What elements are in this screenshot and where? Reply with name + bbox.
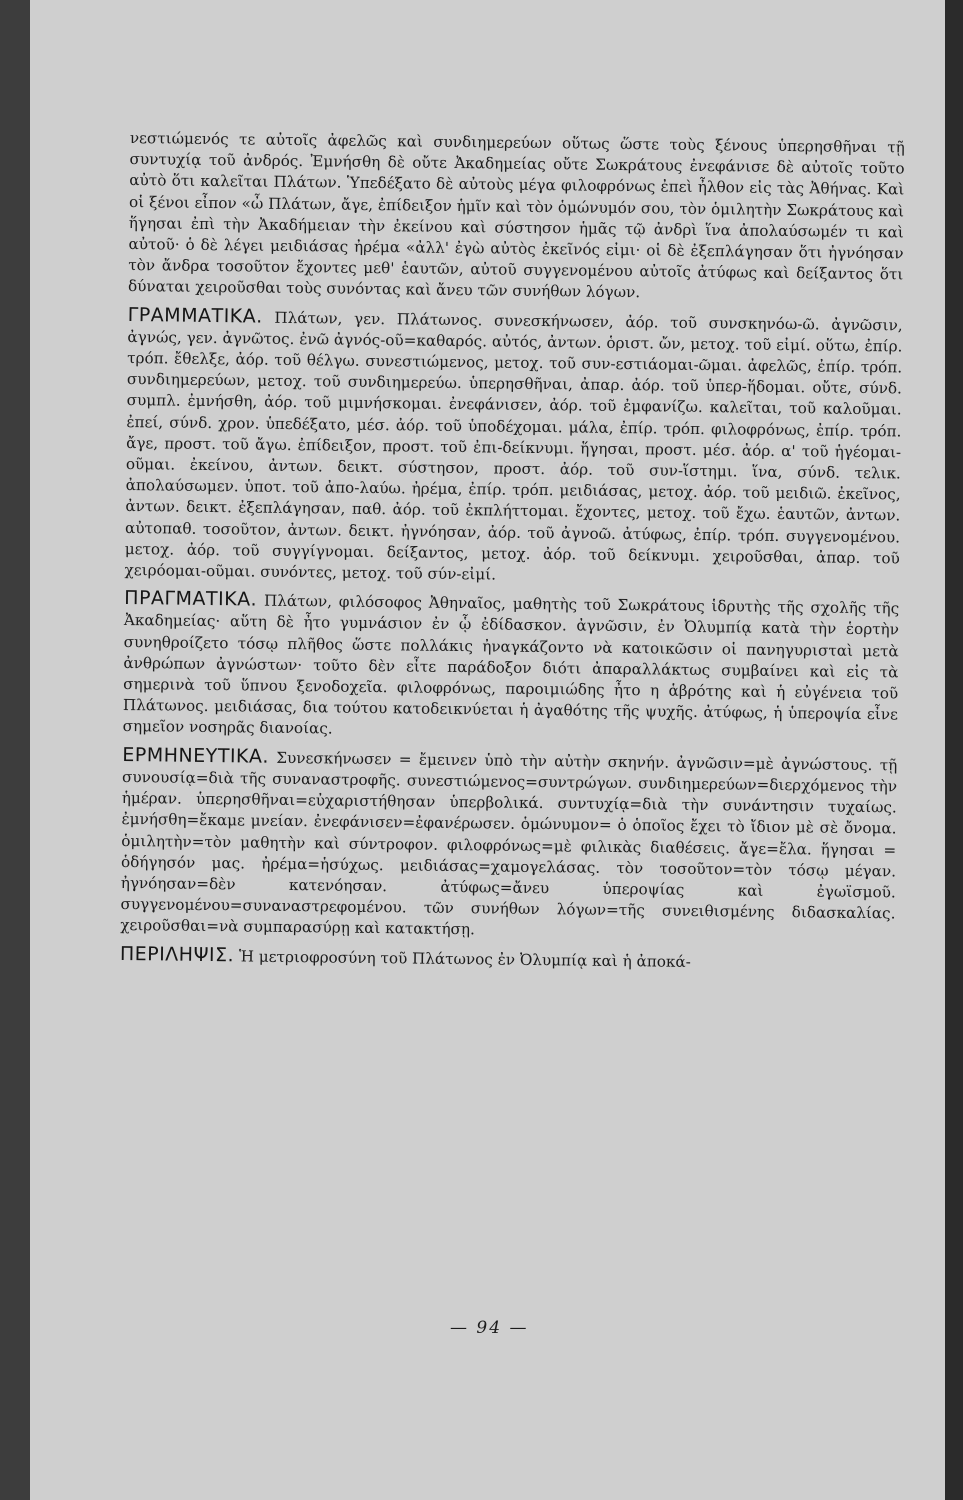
perilipsis-body: Ἡ μετριοφροσύνη τοῦ Πλάτωνος ἐν Ὀλυμπίᾳ καὶ ἡ ἀποκά-: [238, 946, 691, 971]
book-binding-edge: [945, 0, 963, 1500]
grammatika-title: ΓΡΑΜΜΑΤΙΚΑ.: [127, 303, 263, 328]
pragmatika-body: Πλάτων, φιλόσοφος Ἀθηναῖος, μαθητὴς τοῦ Σωκράτους ἱδρυτὴς τῆς σχολῆς τῆς Ἀκαδημείας· αὕτη δὲ ἦτο γυμνάσιον ἐν ᾧ ἐδίδασκον. ἀγνῶσιν, ἐν Ὀλυμπίᾳ κατὰ τὴν ἑορτὴν συνηθροίζετο τόσῳ πλῆθος ὥστε πολλάκις ἠναγκάζοντο νὰ κατοικῶσιν οἱ πανηγυρισταὶ μετὰ ἀνθρώπων ἀγνώστων· τοῦτο δὲν εἶτε παράδοξον διότι ἀπαραλλάκτως συμβαίνει καὶ εἰς τὰ σημερινὰ τοῦ ὕπνου ξενοδοχεῖα. φιλοφρόνως, παροιμιώδης ἦτο η ἁβρότης καὶ ἡ εὐγένεια τοῦ Πλάτωνος. μειδιάσας, δια τούτου κατοδεικνύεται ἡ ἀγαθότης τῆς ψυχῆς. ἀτύφως, ἡ ὑπεροψία εἶνε σημεῖον νοσηρᾶς διανοίας.: [122, 591, 900, 739]
grammatika-body: Πλάτων, γεν. Πλάτωνος. συνεσκήνωσεν, ἀόρ. τοῦ συνσκηνόω-ῶ. ἀγνῶσιν, ἀγνώς, γεν. ἀγνῶτος. ἐνῶ ἀγνός-οῦ=καθαρός. αὐτός, ἀντων. ὁριστ. ὤν, μετοχ. τοῦ εἰμί. οὕτω, ἐπίρ. τρόπ. ἔθελξε, ἀόρ. τοῦ θέλγω. συνεστιώμενος, μετοχ. τοῦ συν-εστιάομαι-ῶμαι. ἀφελῶς, ἐπίρ. τρόπ. συνδιημερεύων, μετοχ. τοῦ συνδιημερεύω. ὑπερησθῆναι, ἀπαρ. ἀόρ. τοῦ ὑπερ-ἥδομαι. οὔτε, σύνδ. συμπλ. ἐμνήσθη, ἀόρ. τοῦ μιμνήσκομαι. ἐνεφάνισεν, ἀόρ. τοῦ ἐμφανίζω. καλεῖται, τοῦ καλοῦμαι. ἐπεί, σύνδ. χρον. ὑπεδέξατο, μέσ. ἀόρ. τοῦ ὑποδέχομαι. μάλα, ἐπίρ. τρόπ. φιλοφρόνως, ἐπίρ. τρόπ. ἄγε, προστ. τοῦ ἄγω. ἐπίδειξον, προστ. τοῦ ἐπι-δείκνυμι. ἥγησαι, προστ. μέσ. ἀόρ. α' τοῦ ἡγέομαι-οῦμαι. ἐκείνου, ἀντων. δεικτ. σύστησον, προστ. ἀόρ. τοῦ συν-ἵστημι. ἵνα, σύνδ. τελικ. ἀπολαύσωμεν. ὑποτ. τοῦ ἀπο-λαύω. ἠρέμα, ἐπίρ. τρόπ. μειδιάσας, μετοχ. ἀόρ. τοῦ μειδιῶ. ἐκεῖνος, ἀντων. δεικτ. ἐξεπλάγησαν, παθ. ἀόρ. τοῦ ἐκπλήττομαι. ἔχοντες, μετοχ. τοῦ ἔχω. ἑαυτῶν, ἀντων. αὐτοπαθ. τοσοῦτον, ἀντων. δεικτ. ἠγνόησαν, ἀόρ. τοῦ ἀγνοῶ. ἀτύφως, ἐπίρ. τρόπ. συγγενομένου. μετοχ. ἀόρ. τοῦ συγγίγνομαι. δείξαντος, μετοχ. ἀόρ. τοῦ δείκνυμι. χειροῦσθαι, ἀπαρ. τοῦ χειρόομαι-οῦμαι. συνόντες, μετοχ. τοῦ σύν-εἰμί.: [124, 308, 903, 584]
ermineftika-title: ΕΡΜΗΝΕΥΤΙΚΑ.: [122, 743, 270, 768]
pragmatika-title: ΠΡΑΓΜΑΤΙΚΑ.: [124, 587, 258, 611]
intro-paragraph: νεστιώμενός τε αὐτοῖς ἀφελῶς καὶ συνδιημερεύων οὕτως ὥστε τοὺς ξένους ὑπερησθῆναι τῇ συντυχίᾳ τοῦ ἀνδρός. Ἐμνήσθη δὲ οὔτε Ἀκαδημείας οὔτε Σωκράτους ἐνεφάνισε δὲ αὐτοῖς τοῦτο αὐτὸ ὅτι καλεῖται Πλάτων. Ὑπεδέξατο δὲ αὐτοὺς μέγα φιλοφρόνως ἐπεὶ ἦλθον εἰς τὰς Ἀθήνας. Καὶ οἱ ξένοι εἶπον «ὦ Πλάτων, ἄγε, ἐπίδειξον ἡμῖν καὶ τὸν ὁμώνυμόν σου, τὸν ὁμιλητὴν Σωκράτους καὶ ἥγησαι ἐπὶ τὴν Ἀκαδήμειαν τὴν ἐκείνου καὶ σύστησον ἡμᾶς τῷ ἀνδρὶ ἵνα ἀπολαύσωμέν τι καὶ αὐτοῦ· ὁ δὲ λέγει μειδιάσας ἠρέμα «ἀλλ' ἐγὼ αὐτὸς ἐκεῖνός εἰμι· οἱ δὲ ἐξεπλάγησαν ὅτι ἠγνόησαν τὸν ἄνδρα τοσοῦτον ἔχοντες μεθ' ἑαυτῶν, αὐτοῦ συγγενομένου αὐτοῖς ἀτύφως καὶ δείξαντος ὅτι δύναται χειροῦσθαι τοὺς συνόντας καὶ ἄνευ τῶν συνήθων λόγων.: [127, 128, 905, 302]
perilipsis-title: ΠΕΡΙΛΗΨΙΣ.: [119, 942, 235, 966]
page-number: — 94 —: [450, 1318, 529, 1338]
ermineftika-body: Συνεσκήνωσεν = ἔμεινεν ὑπὸ τὴν αὐτὴν σκηνήν. ἀγνῶσιν=μὲ ἀγνώστους. τῇ συνουσίᾳ=διὰ τῆς συναναστροφῆς. συνεστιώμενος=συντρώγων. συνδιημερεύων=διερχόμενος τὴν ἡμέραν. ὑπερησθῆναι=εὐχαριστήθησαν ὑπερβολικά. συντυχίᾳ=διὰ τὴν συνάντησιν τυχαίως. ἐμνήσθη=ἔκαμε μνείαν. ἐνεφάνισεν=ἐφανέρωσεν. ὁμώνυμον= ὁ ὁποῖος ἔχει τὸ ἴδιον μὲ σὲ ὄνομα. ὁμιλητὴν=τὸν μαθητὴν καὶ σύντροφον. φιλοφρόνως=μὲ φιλικὰς διαθέσεις. ἄγε=ἔλα. ἥγησαι = ὁδήγησόν μας. ἠρέμα=ἡσύχως. μειδιάσας=χαμογελάσας. τὸν τοσοῦτον=τὸν τόσῳ μέγαν. ἠγνόησαν=δὲν κατενόησαν. ἀτύφως=ἄνευ ὑπεροψίας καὶ ἐγωϊσμοῦ. συγγενομένου=συναναστρεφομένου. τῶν συνήθων λόγων=τῆς συνειθισμένης διδασκαλίας. χειροῦσθαι=νὰ συμπαρασύρῃ καὶ κατακτήσῃ.: [120, 748, 898, 939]
book-page: [30, 0, 945, 1500]
ermineftika-section: [120, 745, 897, 946]
grammatika-section: [124, 305, 902, 591]
pragmatika-section: [123, 588, 900, 747]
page-text: [120, 128, 905, 975]
perilipsis-section: [120, 943, 895, 975]
